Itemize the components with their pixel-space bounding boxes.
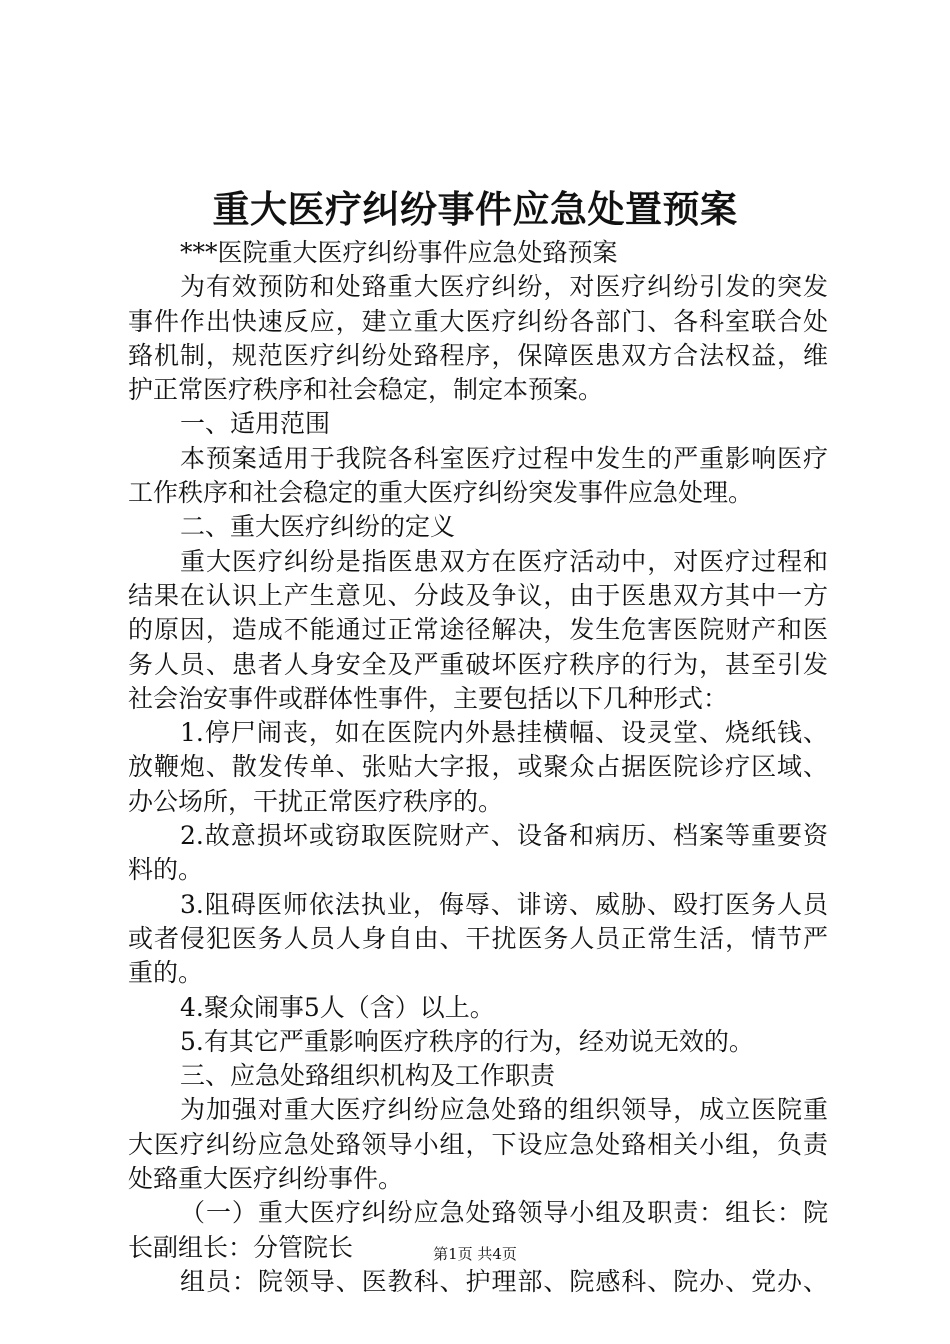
body-line: （一）重大医疗纠纷应急处臵领导小组及职责：组长：院 bbox=[180, 1198, 828, 1228]
body-line: 5.有其它严重影响医疗秩序的行为，经劝说无效的。 bbox=[180, 1026, 754, 1056]
body-line: 结果在认识上产生意见、分歧及争议，由于医患双方其中一方 bbox=[128, 580, 828, 610]
page-footer: 第1页 共4页 bbox=[433, 1245, 517, 1263]
body-line: 3.阻碍医师依法执业，侮辱、诽谤、威胁、殴打医务人员 bbox=[180, 889, 828, 919]
body-line: 事件作出快速反应，建立重大医疗纠纷各部门、各科室联合处 bbox=[128, 306, 828, 336]
body-line: 一、适用范围 bbox=[180, 409, 331, 439]
body-line: 重大医疗纠纷是指医患双方在医疗活动中，对医疗过程和 bbox=[180, 546, 828, 576]
body-line: 组员：院领导、医教科、护理部、院感科、院办、党办、 bbox=[180, 1266, 828, 1296]
body-line: 放鞭炮、散发传单、张贴大字报，或聚众占据医院诊疗区域、 bbox=[128, 752, 828, 782]
body-line: ***医院重大医疗纠纷事件应急处臵预案 bbox=[180, 238, 618, 267]
document-body bbox=[128, 236, 828, 1299]
body-line: 社会治安事件或群体性事件，主要包括以下几种形式： bbox=[128, 683, 729, 713]
body-line: 为加强对重大医疗纠纷应急处臵的组织领导，成立医院重 bbox=[180, 1095, 828, 1125]
body-line: 长副组长：分管院长 bbox=[128, 1232, 354, 1262]
body-line: 工作秩序和社会稳定的重大医疗纠纷突发事件应急处理。 bbox=[128, 478, 754, 508]
body-line: 护正常医疗秩序和社会稳定，制定本预案。 bbox=[128, 375, 604, 405]
body-line: 本预案适用于我院各科室医疗过程中发生的严重影响医疗 bbox=[180, 443, 828, 473]
body-line: 办公场所，干扰正常医疗秩序的。 bbox=[128, 786, 504, 816]
body-line: 三、应急处臵组织机构及工作职责 bbox=[180, 1061, 556, 1091]
document-title: 重大医疗纠纷事件应急处置预案 bbox=[212, 187, 738, 231]
body-line: 4.聚众闹事5人（含）以上。 bbox=[180, 992, 495, 1022]
body-line: 务人员、患者人身安全及严重破坏医疗秩序的行为，甚至引发 bbox=[128, 649, 828, 679]
body-line: 1.停尸闹丧，如在医院内外悬挂横幅、设灵堂、烧纸钱、 bbox=[180, 718, 828, 748]
body-line: 的原因，造成不能通过正常途径解决，发生危害医院财产和医 bbox=[128, 615, 828, 645]
body-line: 处臵重大医疗纠纷事件。 bbox=[128, 1164, 404, 1194]
body-line: 重的。 bbox=[128, 958, 204, 988]
body-line: 臵机制，规范医疗纠纷处臵程序，保障医患双方合法权益，维 bbox=[128, 340, 828, 370]
body-line: 料的。 bbox=[128, 855, 204, 885]
body-line: 大医疗纠纷应急处臵领导小组，下设应急处臵相关小组，负责 bbox=[128, 1129, 828, 1159]
body-line: 2.故意损坏或窃取医院财产、设备和病历、档案等重要资 bbox=[180, 821, 828, 851]
body-line: 为有效预防和处臵重大医疗纠纷，对医疗纠纷引发的突发 bbox=[180, 272, 828, 302]
body-line: 或者侵犯医务人员人身自由、干扰医务人员正常生活，情节严 bbox=[128, 923, 828, 953]
body-line: 二、重大医疗纠纷的定义 bbox=[180, 512, 456, 542]
